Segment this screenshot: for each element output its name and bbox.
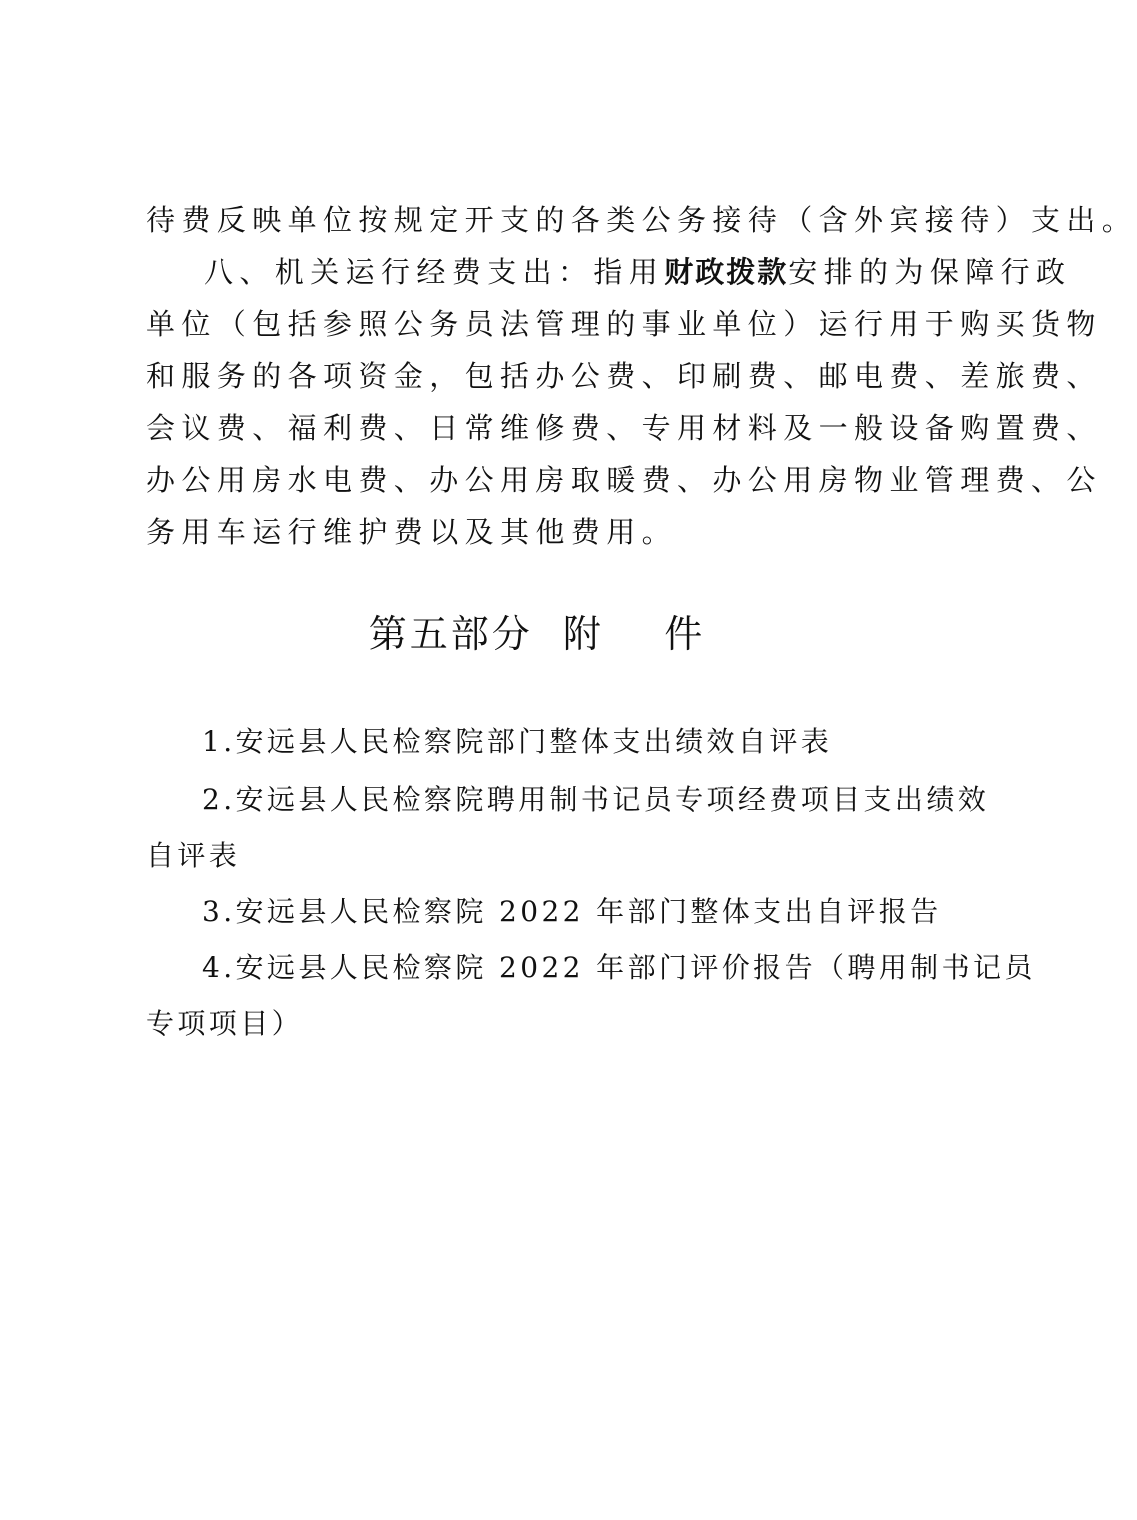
highlight-fiscal-appropriation: 财政拨款	[664, 255, 789, 289]
paragraph-8-line-3: 和服务的各项资金，包括办公费、印刷费、邮电费、差旅费、	[146, 359, 1102, 393]
section-heading: 第五部分 附 件	[368, 612, 706, 656]
attachment-2: 2.安远县人民检察院聘用制书记员专项经费项目支出绩效	[202, 783, 990, 816]
paragraph-8-line-4: 会议费、福利费、日常维修费、专用材料及一般设备购置费、	[146, 411, 1102, 445]
paragraph-8-line-1	[204, 246, 1072, 298]
attachment-1: 1.安远县人民检察院部门整体支出绩效自评表	[202, 725, 833, 758]
paragraph-8-line-6: 务用车运行维护费以及其他费用。	[146, 515, 678, 549]
paragraph-8-intro-rest: 安排的为保障行政	[788, 255, 1072, 289]
attachment-4: 4.安远县人民检察院 2022 年部门评价报告（聘用制书记员	[202, 951, 1036, 984]
attachment-4-continued: 专项项目）	[146, 1007, 304, 1040]
paragraph-8-line-5: 办公用房水电费、办公用房取暖费、办公用房物业管理费、公	[146, 463, 1102, 497]
paragraph-7-tail: 待费反映单位按规定开支的各类公务接待（含外宾接待）支出。	[146, 203, 1137, 237]
attachment-3: 3.安远县人民检察院 2022 年部门整体支出自评报告	[202, 895, 942, 928]
attachment-2-continued: 自评表	[146, 839, 241, 872]
paragraph-8-intro: 八、机关运行经费支出：指用	[204, 255, 665, 289]
paragraph-8-line-2: 单位（包括参照公务员法管理的事业单位）运行用于购买货物	[146, 307, 1102, 341]
